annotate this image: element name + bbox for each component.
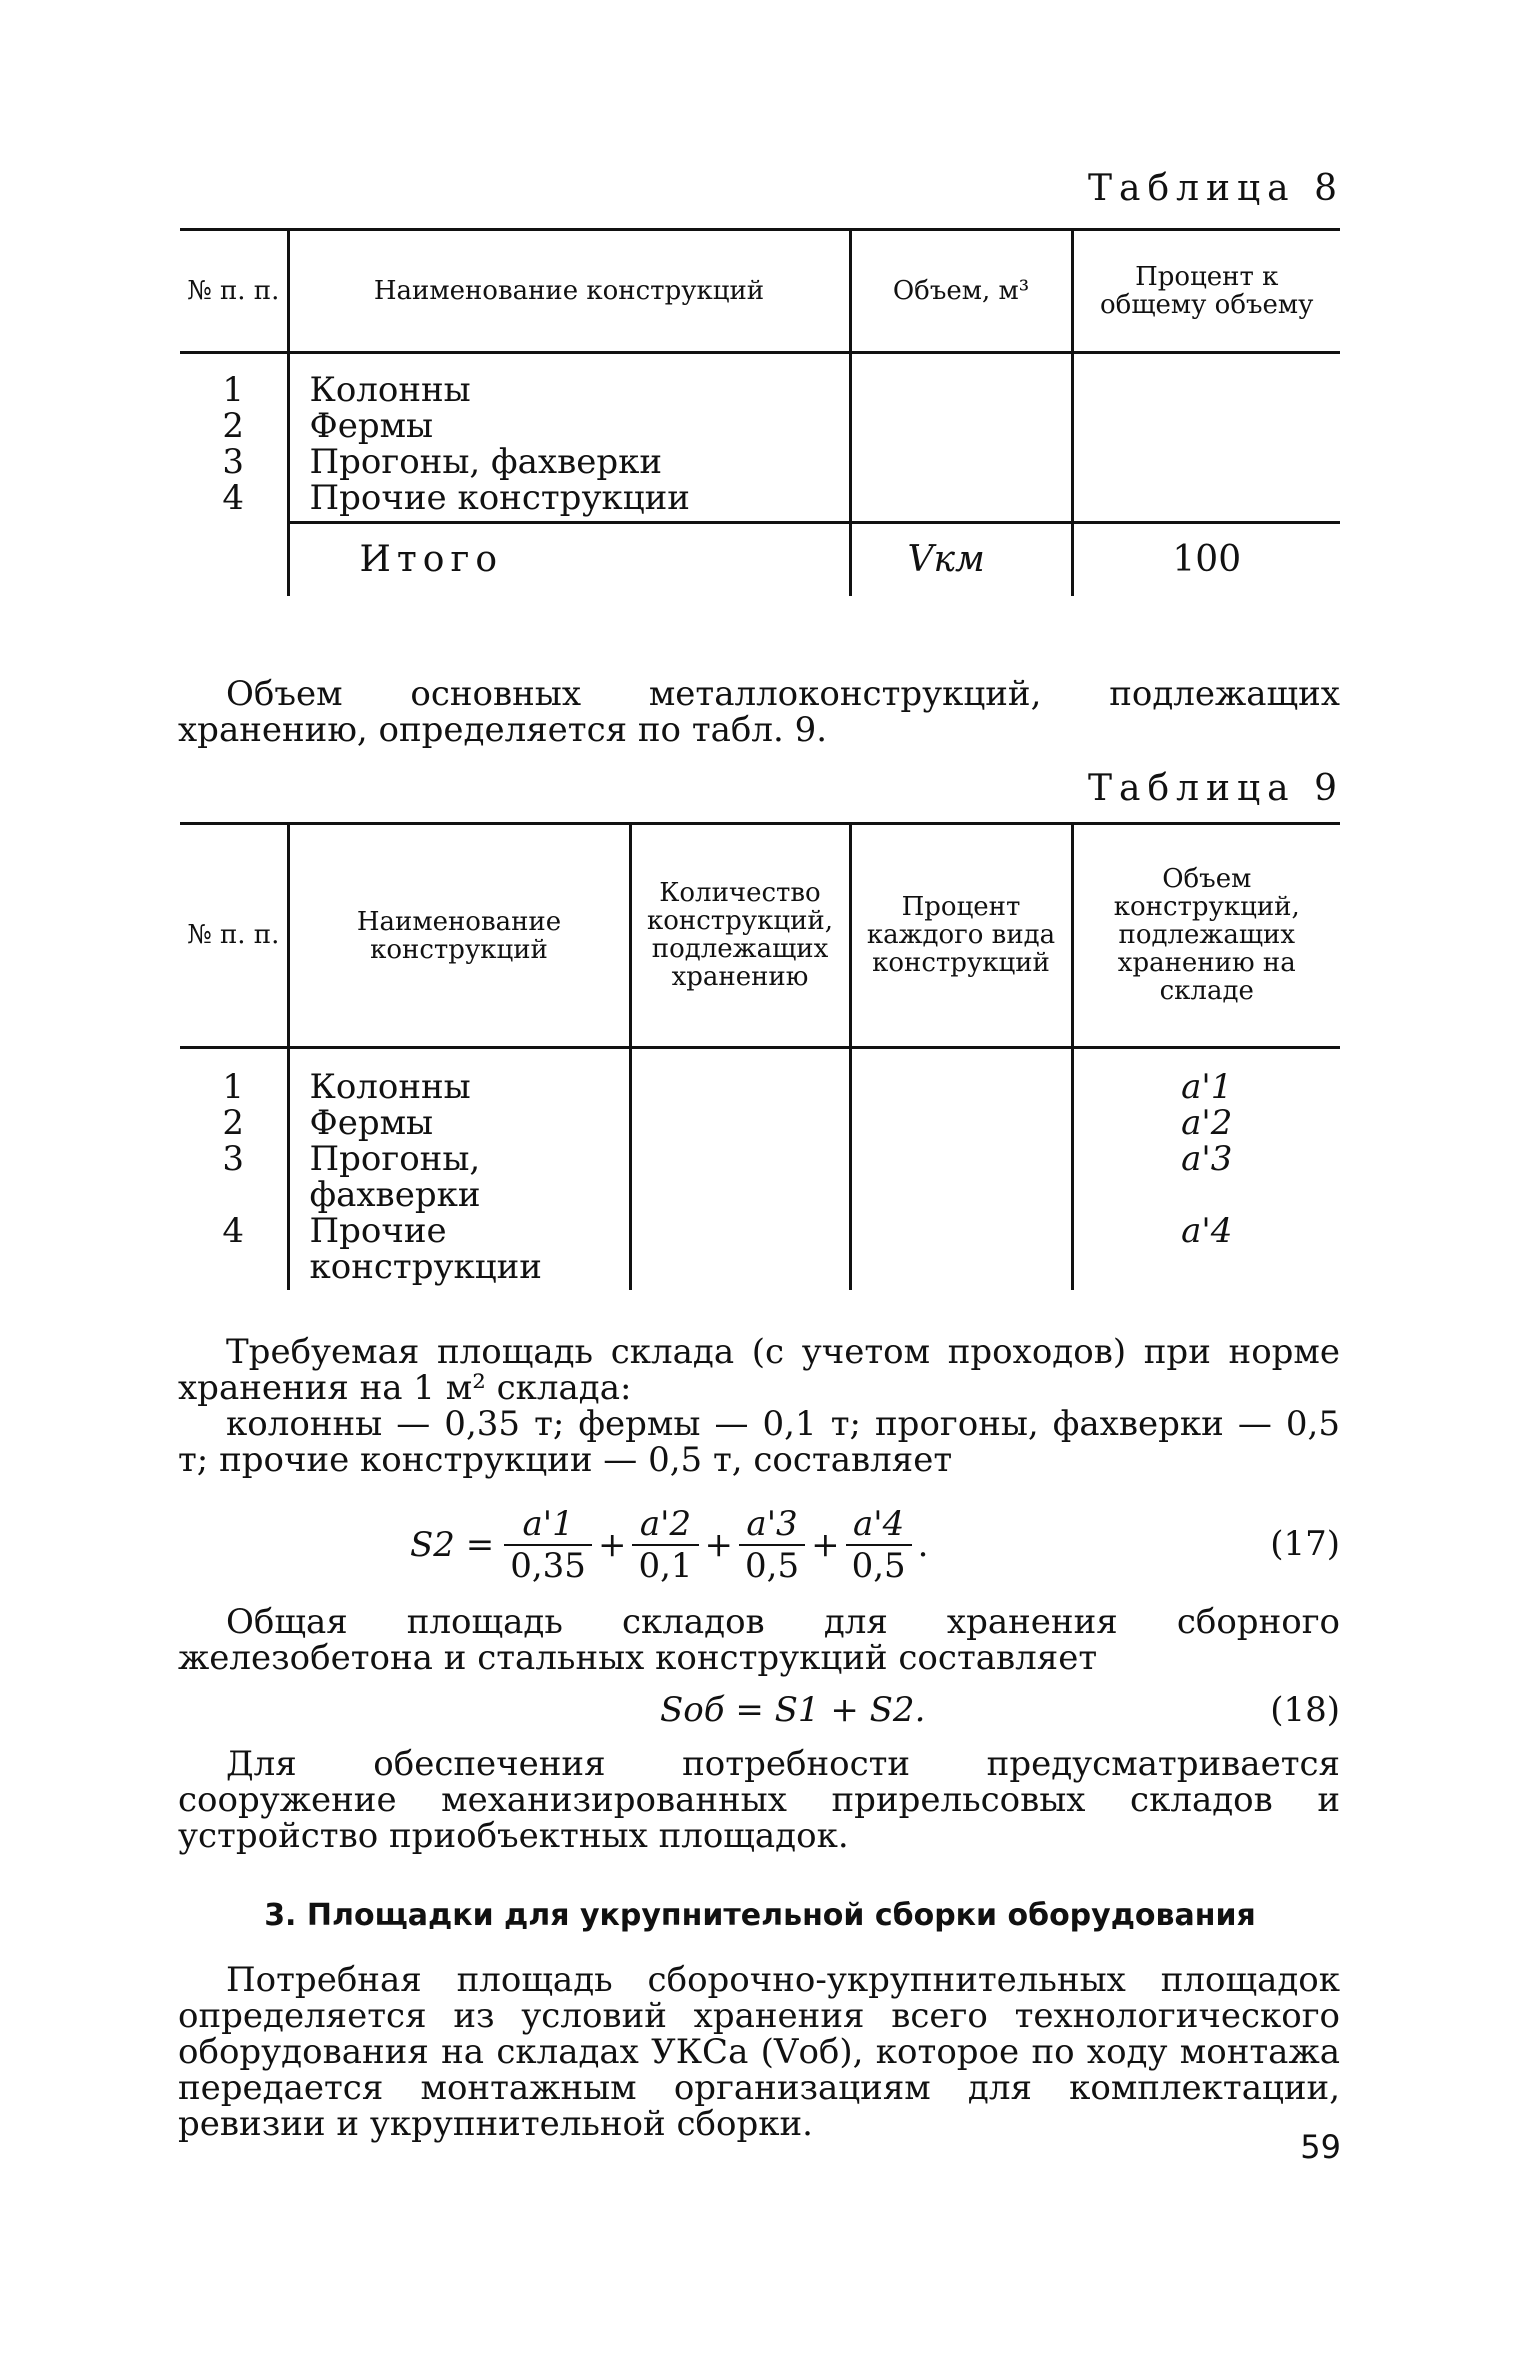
- table8-numbers: [180, 353, 288, 523]
- fraction-numerator: a'1: [504, 1504, 592, 1546]
- table8-total-percent: 100: [1072, 523, 1340, 597]
- item-name: Прочие конструкции: [309, 478, 690, 518]
- paragraph-5: Потребная площадь сборочно-укрупнительных площадок определяется из условий хранения всего технологического оборудования на складах УКСа (Vоб), которое по ходу монтажа передается монтажным организациям для комплектации, ревизии и укрупнительной сборки.: [178, 1960, 1340, 2144]
- item-name: Колонны: [309, 1067, 471, 1107]
- volume-value: a'1: [1181, 1067, 1233, 1107]
- page-number: 59: [1300, 2128, 1341, 2166]
- table9-numbers: [180, 1048, 288, 1291]
- equation-number-17: (17): [1270, 1524, 1340, 1564]
- table9-header-name: Наименование конструкций: [288, 824, 630, 1048]
- paragraph-1: Объем основных металлоконструкций, подлежащих хранению, определяется по табл. 9.: [178, 674, 1340, 750]
- table9-header-num: № п. п.: [180, 824, 288, 1048]
- formula-17-body: [410, 1500, 928, 1590]
- table8-percent-cell: [1072, 353, 1340, 523]
- paragraph-4: Для обеспечения потребности предусматривается сооружение механизированных прирельсовых складов и устройство приобъектных площадок.: [178, 1744, 1340, 1856]
- plus-sign: +: [597, 1525, 627, 1565]
- table9: [180, 822, 1340, 1290]
- table8-total-row: [180, 523, 1340, 597]
- fraction-denominator: 0,5: [745, 1546, 800, 1586]
- formula-17-lhs: S2 =: [410, 1525, 495, 1565]
- fraction: [632, 1504, 698, 1586]
- table8-total-volume: Vкм: [850, 523, 1072, 597]
- table9-percent-cell: [850, 1048, 1072, 1291]
- item-name: Прочие конструкции: [309, 1211, 542, 1287]
- table8-header-row: [180, 230, 1340, 353]
- fraction: [504, 1504, 592, 1586]
- fraction-numerator: a'3: [739, 1504, 805, 1546]
- row-number: 3: [222, 442, 245, 482]
- formula-period: .: [917, 1525, 929, 1565]
- table8-volume-cell: [850, 353, 1072, 523]
- row-number: 2: [222, 406, 245, 446]
- table8: [180, 228, 1340, 596]
- table8-header-num: № п. п.: [180, 230, 288, 353]
- table8-caption: Таблица 8: [1088, 168, 1344, 209]
- row-number: 4: [222, 478, 245, 518]
- fraction-numerator: a'4: [846, 1504, 912, 1546]
- table9-volumes: [1072, 1048, 1340, 1291]
- table9-items: [288, 1048, 630, 1291]
- table8-items: [288, 353, 850, 523]
- formula-18-body: Sоб = S1 + S2.: [660, 1690, 926, 1730]
- table9-header-count: Количество конструкций, подлежащих хранению: [630, 824, 850, 1048]
- table9-count-cell: [630, 1048, 850, 1291]
- fraction-denominator: 0,5: [851, 1546, 906, 1586]
- table9-header-volume: Объем конструкций, подлежащих хранению на складе: [1072, 824, 1340, 1048]
- item-name: Фермы: [309, 406, 434, 446]
- volume-value: a'2: [1181, 1103, 1233, 1143]
- equation-number-18: (18): [1270, 1690, 1340, 1730]
- table9-body-row: [180, 1048, 1340, 1291]
- fraction: [739, 1504, 805, 1586]
- fraction-numerator: a'2: [632, 1504, 698, 1546]
- item-name: Фермы: [309, 1103, 434, 1143]
- table8-header-percent: Процент к общему объему: [1072, 230, 1340, 353]
- fraction-denominator: 0,35: [510, 1546, 586, 1586]
- table8-header-volume: Объем, м³: [850, 230, 1072, 353]
- table9-header-row: [180, 824, 1340, 1048]
- item-name: Прогоны, фахверки: [309, 442, 663, 482]
- table9-header-percent: Процент каждого вида конструкций: [850, 824, 1072, 1048]
- section-heading: 3. Площадки для укрупнительной сборки оборудования: [264, 1898, 1256, 1933]
- row-number: 2: [222, 1103, 245, 1143]
- fraction-denominator: 0,1: [638, 1546, 693, 1586]
- paragraph-3: Общая площадь складов для хранения сборного железобетона и стальных конструкций составляет: [178, 1602, 1340, 1678]
- fraction: [846, 1504, 912, 1586]
- plus-sign: +: [704, 1525, 734, 1565]
- row-number: 3: [222, 1139, 245, 1179]
- paragraph-2b: колонны — 0,35 т; фермы — 0,1 т; прогоны, фахверки — 0,5 т; прочие конструкции — 0,5 т, составляет: [178, 1404, 1340, 1480]
- table8-body-row: [180, 353, 1340, 523]
- paragraph-2: Требуемая площадь склада (с учетом проходов) при норме хранения на 1 м² склада:: [178, 1332, 1340, 1408]
- row-number: 1: [222, 1067, 245, 1107]
- table8-total-empty: [180, 523, 288, 597]
- formula-17: [180, 1500, 1340, 1590]
- row-number: 1: [222, 370, 245, 410]
- table9-caption: Таблица 9: [1088, 768, 1344, 809]
- row-number: 4: [222, 1211, 245, 1251]
- plus-sign: +: [811, 1525, 840, 1565]
- formula-18: [180, 1690, 1340, 1730]
- table8-total-label: Итого: [288, 523, 850, 597]
- item-name: Прогоны, фахверки: [309, 1139, 481, 1215]
- volume-value: a'4: [1181, 1211, 1233, 1251]
- item-name: Колонны: [309, 370, 471, 410]
- table8-header-name: Наименование конструкций: [288, 230, 850, 353]
- volume-value: a'3: [1181, 1139, 1233, 1179]
